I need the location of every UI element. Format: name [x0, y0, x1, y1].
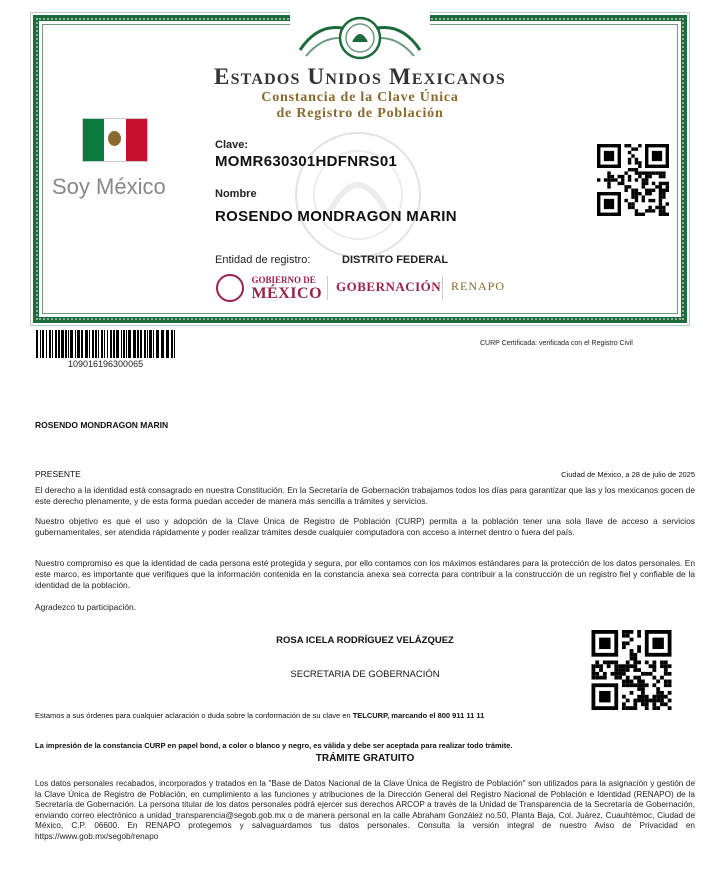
- watermark-seal-icon: [268, 125, 448, 265]
- date-line: Ciudad de México, a 28 de julio de 2025: [561, 470, 695, 479]
- document-subtitle: Constancia de la Clave Única de Registro de Población: [261, 90, 459, 121]
- document-title: Estados Unidos Mexicanos: [214, 64, 506, 89]
- barcode-icon: [36, 330, 176, 358]
- signer-title: SECRETARIA DE GOBERNACIÓN: [290, 669, 440, 680]
- clave-value: MOMR630301HDFNRS01: [215, 153, 398, 170]
- gobierno-de-mexico-logo: GOBIERNO DE MÉXICO: [216, 274, 322, 302]
- letter-paragraph-1: El derecho a la identidad está consagrado en nuestra Constitución. En la Secretaría de Gobernación trabajamos todos los días para garantizar que las y los mexicanos gocen de este derecho plenamente, y de esta forma puedan acceder de manera más sencilla a trámites y servicios.: [35, 485, 695, 506]
- logo-divider: [442, 276, 443, 300]
- soy-mexico-logo: Soy México: [52, 174, 166, 199]
- logo-divider: [327, 276, 328, 300]
- presente-label: PRESENTE: [35, 469, 81, 479]
- qr-code-icon: [597, 143, 669, 217]
- mexico-flag-icon: [82, 118, 148, 162]
- barcode-number: 109016196300065: [68, 359, 144, 369]
- signer-name: ROSA ICELA RODRÍGUEZ VELÁZQUEZ: [276, 635, 454, 646]
- print-notice: La impresión de la constancia CURP en papel bond, a color o blanco y negro, es válida y debe ser aceptada para realizar todo trámite.: [35, 741, 513, 750]
- national-seal-icon: [290, 10, 430, 66]
- renapo-logo: RENAPO: [451, 279, 506, 293]
- gobierno-emblem-icon: [216, 274, 244, 302]
- entidad-value: DISTRITO FEDERAL: [342, 254, 449, 266]
- gobernacion-logo: GOBERNACIÓN: [336, 279, 442, 294]
- letter-paragraph-2: Nuestro objetivo es que el uso y adopción de la Clave Única de Registro de Población (CURP) permita a la población tener una sola llave de acceso a servicios gubernamentales, ser atendida rápidamente y poder realizar trámites desde cualquier computadora con acceso a internet dentro o fuera del país.: [35, 516, 695, 537]
- nombre-value: ROSENDO MONDRAGON MARIN: [215, 208, 457, 225]
- thanks-line: Agradezco tu participación.: [35, 602, 137, 612]
- signature-qr-code-icon: [591, 630, 672, 710]
- contact-line: Estamos a sus órdenes para cualquier aclaración o duda sobre la conformación de su clave en TELCURP, marcando el 800 911 11 11: [35, 711, 485, 720]
- clave-label: Clave:: [215, 139, 249, 151]
- tramite-gratuito: TRÁMITE GRATUITO: [315, 753, 415, 764]
- privacy-notice: Los datos personales recabados, incorporados y tratados en la "Base de Datos Nacional de la Clave Única de Registro de Población" son utilizados para la asignación y gestión de la Clave Única de Registro de Población, en cumplimiento a las funciones y atribuciones de la Dirección General del Registro Nacional de Población e Identidad (RENAPO) de la Secretaría de Gobernación. La persona titular de los datos personales podrá ejercer sus derechos ARCOP a través de la Unidad de Transparencia de la Secretaría de Gobernación, enviando correo electrónico a unidad_transparencia@segob.gob.mx o de manera personal en la calle Abraham González no.50, Planta Baja, Col. Juárez, Cuauhtémoc, Ciudad de México, C.P. 06600. En RENAPO protegemos y salvaguardamos tus datos personales. Consulta la versión integral de nuestro Aviso de Privacidad en https://www.gob.mx/segob/renapo: [35, 779, 695, 841]
- telcurp-phone: TELCURP, marcando el 800 911 11 11: [352, 711, 485, 720]
- nombre-label: Nombre: [215, 188, 257, 200]
- certified-note: CURP Certificada: verificada con el Registro Civil: [480, 340, 633, 347]
- recipient-name: ROSENDO MONDRAGON MARIN: [35, 420, 169, 430]
- letter-paragraph-3: Nuestro compromiso es que la identidad de cada persona esté protegida y segura, por ello contamos con los máximos estándares para la protección de los datos personales. En este marco, es importante que verifiques que la información contenida en la constancia anexa sea correcta para contribuir a la construcción de un registro fiel y confiable de la identidad de la población.: [35, 558, 695, 590]
- entidad-label: Entidad de registro:: [215, 254, 311, 266]
